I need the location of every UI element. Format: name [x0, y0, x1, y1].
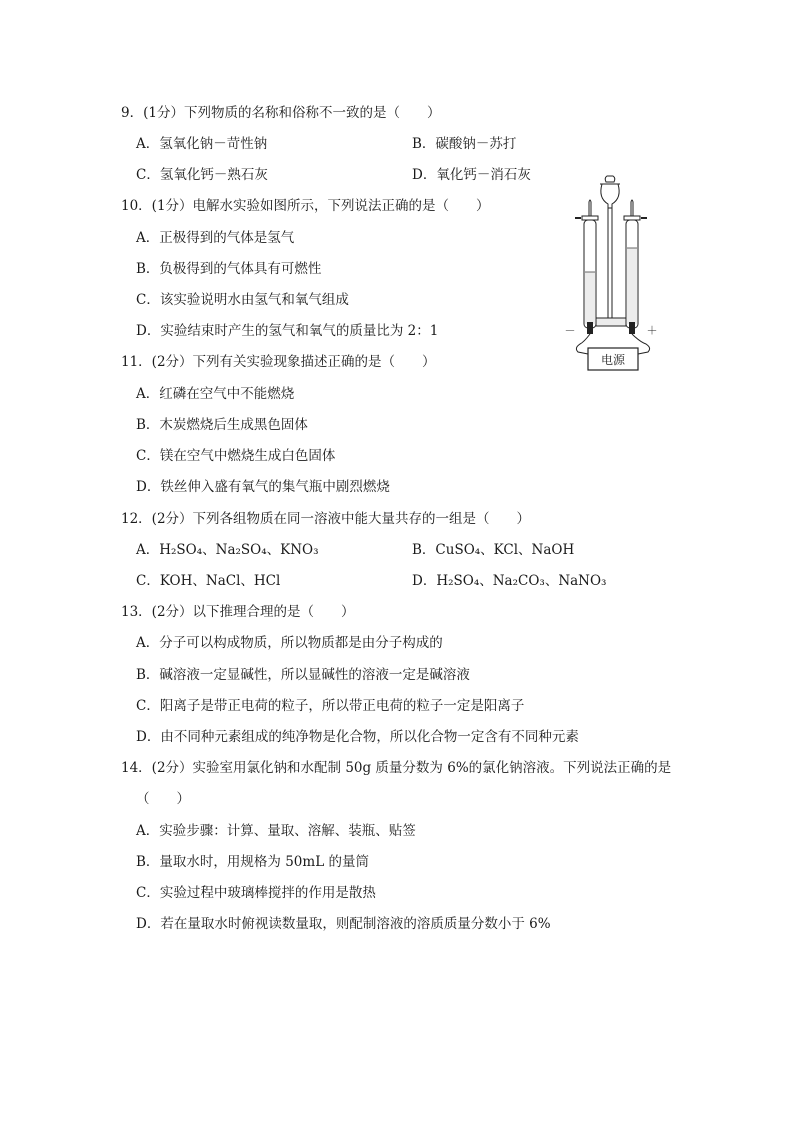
- electrolysis-diagram: [560, 172, 670, 376]
- q12-option-b: B．CuSO₄、KCl、NaOH: [412, 542, 575, 558]
- q11-option-d: D．铁丝伸入盛有氧气的集气瓶中剧烈燃烧: [136, 479, 390, 495]
- q14-option-b: B．量取水时，用规格为 50mL 的量筒: [136, 854, 369, 870]
- electrolysis-apparatus-svg: [560, 172, 670, 376]
- connecting-tube: [596, 318, 626, 326]
- q9-option-b: B．碳酸钠－苏打: [412, 136, 517, 152]
- reservoir-funnel: [601, 184, 619, 208]
- q10-stem: 10．(1分）电解水实验如图所示，下列说法正确的是（ ）: [121, 198, 490, 214]
- right-tube-water: [627, 248, 637, 324]
- q12-option-a: A．H₂SO₄、Na₂SO₄、KNO₃: [136, 542, 319, 558]
- reservoir-bulb: [605, 176, 615, 182]
- right-tube-tip: [631, 200, 633, 216]
- power-label: 电源: [600, 353, 626, 367]
- left-tube-water: [585, 272, 595, 324]
- right-stopcock: [624, 216, 640, 220]
- q13-option-a: A．分子可以构成物质，所以物质都是由分子构成的: [136, 635, 443, 651]
- left-tube-tip: [589, 200, 591, 216]
- q14-option-d: D．若在量取水时俯视读数量取，则配制溶液的溶质质量分数小于 6%: [136, 916, 551, 932]
- q10-option-a: A．正极得到的气体是氢气: [136, 230, 295, 246]
- q11-option-a: A．红磷在空气中不能燃烧: [136, 386, 295, 402]
- q14-option-c: C．实验过程中玻璃棒搅拌的作用是散热: [136, 885, 376, 901]
- q14-option-a: A．实验步骤：计算、量取、溶解、装瓶、贴签: [136, 823, 416, 839]
- positive-sign: ＋: [646, 324, 658, 337]
- q9-option-d: D．氧化钙－消石灰: [412, 167, 531, 183]
- q11-stem: 11．(2分）下列有关实验现象描述正确的是（ ）: [121, 354, 436, 370]
- q10-option-c: C．该实验说明水由氢气和氧气组成: [136, 292, 349, 308]
- q13-option-c: C．阳离子是带正电荷的粒子，所以带正电荷的粒子一定是阳离子: [136, 698, 525, 714]
- negative-sign: －: [564, 324, 576, 337]
- q14-stem: 14．(2分）实验室用氯化钠和水配制 50g 质量分数为 6%的氯化钠溶液。下列说法正确的是: [121, 760, 672, 776]
- q9-option-c: C．氢氧化钙－熟石灰: [136, 167, 268, 183]
- q12-option-d: D．H₂SO₄、Na₂CO₃、NaNO₃: [412, 573, 607, 589]
- q10-option-b: B．负极得到的气体具有可燃性: [136, 261, 322, 277]
- q14-stem-bracket: （ ）: [136, 791, 190, 807]
- right-electrode: [629, 322, 635, 334]
- q13-stem: 13．(2分）以下推理合理的是（ ）: [121, 604, 355, 620]
- q11-option-c: C．镁在空气中燃烧生成白色固体: [136, 448, 336, 464]
- q9-option-a: A．氢氧化钠－苛性钠: [136, 136, 268, 152]
- q12-option-c: C．KOH、NaCl、HCl: [136, 573, 281, 589]
- q10-option-d: D．实验结束时产生的氢气和氧气的质量比为 2：1: [136, 323, 439, 339]
- q13-option-b: B．碱溶液一定显碱性，所以显碱性的溶液一定是碱溶液: [136, 667, 470, 683]
- q12-stem: 12．(2分）下列各组物质在同一溶液中能大量共存的一组是（ ）: [121, 511, 531, 527]
- q11-option-b: B．木炭燃烧后生成黑色固体: [136, 417, 308, 433]
- left-stopcock: [582, 216, 598, 220]
- left-electrode: [587, 322, 593, 334]
- q13-option-d: D．由不同种元素组成的纯净物是化合物，所以化合物一定含有不同种元素: [136, 729, 579, 745]
- q9-stem: 9．(1分）下列物质的名称和俗称不一致的是（ ）: [121, 105, 441, 121]
